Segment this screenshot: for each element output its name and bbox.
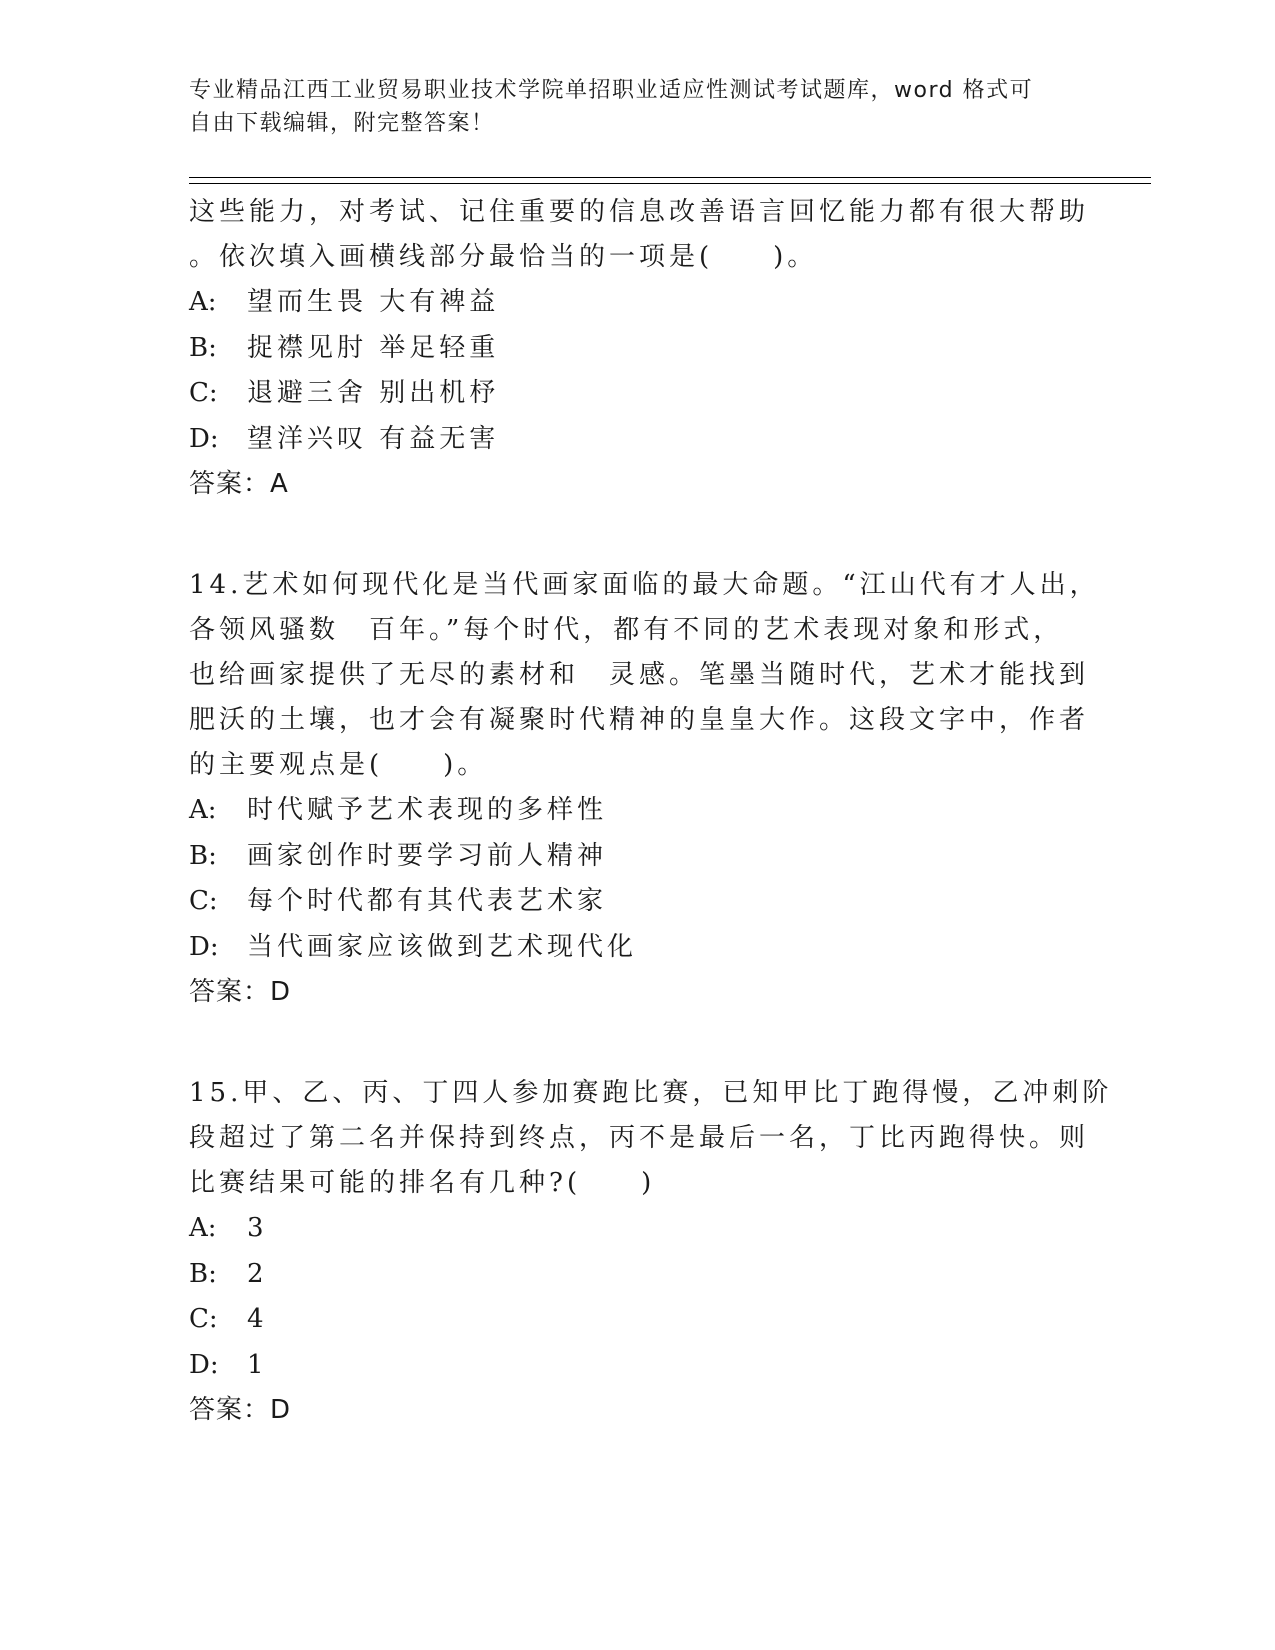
option-c: C: 每个时代都有其代表艺术家 (189, 886, 608, 916)
option-c: C: 4 (189, 1304, 268, 1334)
question-text-line: 。依次填入画横线部分最恰当的一项是( )。 (189, 242, 818, 272)
question-text-line: 15.甲、乙、丙、丁四人参加赛跑比赛，已知甲比丁跑得慢，乙冲刺阶 (189, 1078, 1113, 1108)
header-line-2: 自由下载编辑，附完整答案！ (189, 111, 495, 136)
question-text-line: 比赛结果可能的排名有几种?( ) (189, 1168, 656, 1198)
answer-line: 答案：D (189, 977, 292, 1007)
question-text-line: 各领风骚数 百年。”每个时代，都有不同的艺术表现对象和形式， (189, 615, 1064, 645)
option-b: B: 捉襟见肘 举足轻重 (189, 332, 500, 363)
option-b: B: 画家创作时要学习前人精神 (189, 840, 608, 871)
header-rule-bottom (189, 183, 1151, 184)
question-text-line: 也给画家提供了无尽的素材和 灵感。笔墨当随时代，艺术才能找到 (189, 660, 1090, 690)
question-text-line: 肥沃的土壤，也才会有凝聚时代精神的皇皇大作。这段文字中，作者 (189, 705, 1090, 735)
header-line-1: 专业精品江西工业贸易职业技术学院单招职业适应性测试考试题库，word 格式可 (189, 78, 1034, 103)
question-15 (189, 1071, 1113, 1433)
question-content (189, 190, 1113, 1433)
question-13 (189, 190, 1089, 507)
page-header (189, 74, 1089, 140)
question-14 (189, 563, 1100, 1015)
option-a: A: 望而生畏 大有裨益 (189, 287, 500, 317)
question-text-line: 段超过了第二名并保持到终点，丙不是最后一名，丁比丙跑得快。则 (189, 1123, 1090, 1153)
option-d: D: 1 (189, 1349, 268, 1380)
header-rule-top (189, 177, 1151, 178)
option-c: C: 退避三舍 别出机杼 (189, 378, 500, 408)
option-d: D: 当代画家应该做到艺术现代化 (189, 931, 638, 962)
answer-line: 答案：D (189, 1395, 292, 1425)
option-d: D: 望洋兴叹 有益无害 (189, 423, 500, 454)
question-text-line: 这些能力，对考试、记住重要的信息改善语言回忆能力都有很大帮助 (189, 197, 1090, 227)
option-a: A: 3 (189, 1213, 268, 1243)
question-text-line: 的主要观点是( )。 (189, 750, 488, 780)
question-text-line: 14.艺术如何现代化是当代画家面临的最大命题。“江山代有才人出， (189, 570, 1100, 600)
option-a: A: 时代赋予艺术表现的多样性 (189, 795, 608, 825)
option-b: B: 2 (189, 1258, 268, 1289)
answer-line: 答案：A (189, 469, 289, 499)
